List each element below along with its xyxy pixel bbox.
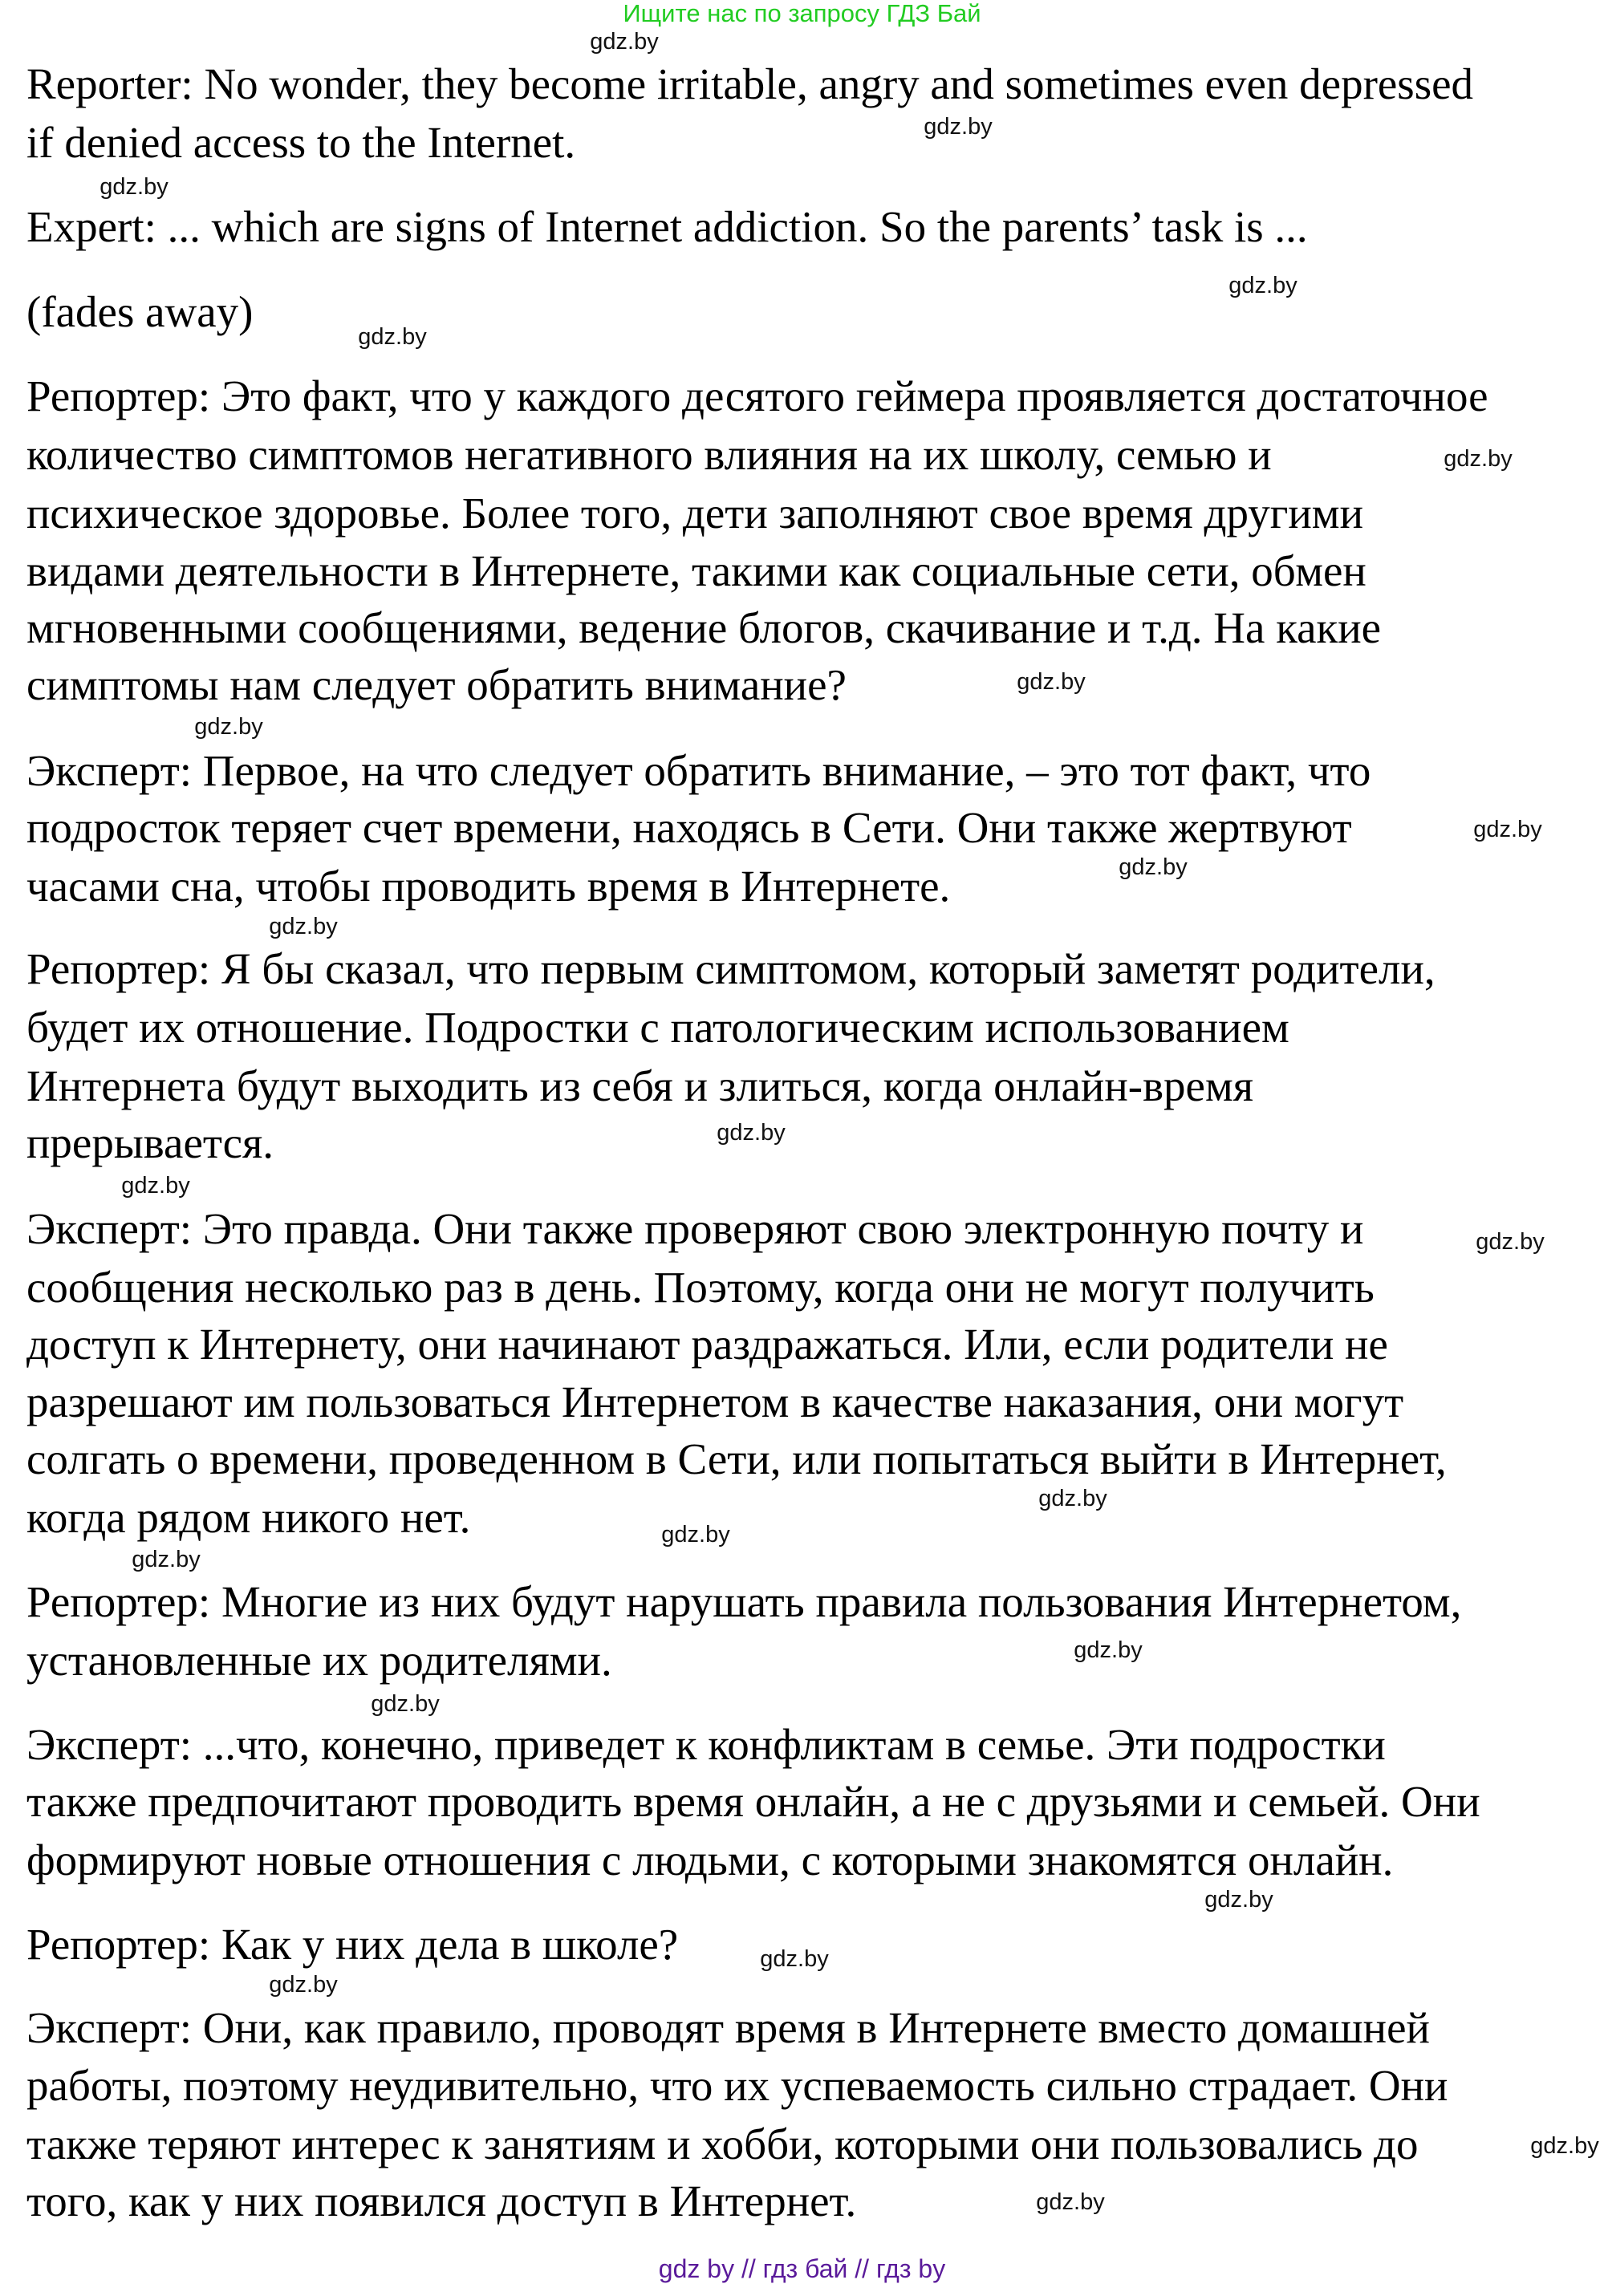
watermark: gdz.by [1038,1486,1107,1511]
text-line: формируют новые отношения с людьми, с которыми знакомятся онлайн. [26,1836,1394,1884]
watermark: gdz.by [1530,2133,1599,2159]
text-line: Эксперт: ...что, конечно, приведет к конфликтам в семье. Эти подростки [26,1720,1386,1769]
watermark: gdz.by [760,1946,829,1972]
text-line: того, как у них появился доступ в Интернет. [26,2176,857,2225]
watermark: gdz.by [99,174,169,200]
text-line: Репортер: Это факт, что у каждого десятого геймера проявляется достаточное [26,371,1488,420]
text-line: прерывается. [26,1118,274,1167]
text-line: установленные их родителями. [26,1636,612,1685]
watermark: gdz.by [1476,1229,1545,1255]
watermark: gdz.by [1119,854,1188,880]
text-line: Expert: ... which are signs of Internet addiction. So the parents’ task is ... [26,202,1308,251]
watermark: gdz.by [194,714,263,740]
text-line: доступ к Интернету, они начинают раздражаться. Или, если родители не [26,1320,1388,1369]
watermark: gdz.by [132,1547,201,1572]
text-line: разрешают им пользоваться Интернетом в качестве наказания, они могут [26,1377,1404,1426]
watermark: gdz.by [371,1691,440,1717]
search-hint-header: Ищите нас по запросу ГДЗ Бай [623,0,981,27]
text-line: Эксперт: Первое, на что следует обратить внимание, – это тот факт, что [26,746,1371,795]
watermark: gdz.by [1473,817,1542,842]
text-line: Интернета будут выходить из себя и злиться, когда онлайн-время [26,1061,1254,1110]
watermark: gdz.by [358,324,427,350]
text-line: также предпочитают проводить время онлайн, а не с друзьями и семьей. Они [26,1777,1480,1826]
watermark: gdz.by [1036,2189,1105,2215]
watermark: gdz.by [661,1522,730,1548]
text-line: солгать о времени, проведенном в Сети, или попытаться выйти в Интернет, [26,1434,1447,1483]
watermark: gdz.by [1074,1637,1143,1663]
text-line: Эксперт: Они, как правило, проводят время в Интернете вместо домашней [26,2003,1430,2052]
text-line: подросток теряет счет времени, находясь в Сети. Они также жертвуют [26,803,1352,852]
watermark: gdz.by [269,914,338,939]
watermark: gdz.by [1228,273,1297,298]
text-line: психическое здоровье. Более того, дети заполняют свое время другими [26,489,1364,537]
text-line: Репортер: Как у них дела в школе? [26,1920,679,1969]
watermark: gdz.by [924,114,993,140]
text-line: мгновенными сообщениями, ведение блогов, скачивание и т.д. На какие [26,603,1382,652]
text-line: симптомы нам следует обратить внимание? [26,660,847,709]
text-line: будет их отношение. Подростки с патологическим использованием [26,1003,1289,1052]
watermark: gdz.by [1017,669,1086,695]
footer-links[interactable]: gdz by // гдз бай // гдз by [658,2254,946,2283]
text-line: Репортер: Я бы сказал, что первым симптомом, который заметят родители, [26,944,1435,993]
text-line: if denied access to the Internet. [26,118,576,167]
watermark: gdz.by [1204,1887,1273,1913]
text-line: количество симптомов негативного влияния на их школу, семью и [26,430,1272,479]
text-line: часами сна, чтобы проводить время в Интернете. [26,862,951,911]
text-line: работы, поэтому неудивительно, что их успеваемость сильно страдает. Они [26,2061,1448,2110]
watermark: gdz.by [121,1173,190,1199]
watermark: gdz.by [590,29,659,55]
watermark: gdz.by [269,1972,338,1998]
text-line: Репортер: Многие из них будут нарушать правила пользования Интернетом, [26,1577,1462,1626]
text-line: Reporter: No wonder, they become irritable, angry and sometimes even depressed [26,59,1474,108]
text-line: также теряют интерес к занятиям и хобби, которыми они пользовались до [26,2120,1419,2168]
text-line: (fades away) [26,287,254,336]
text-line: видами деятельности в Интернете, такими как социальные сети, обмен [26,546,1366,595]
text-line: Эксперт: Это правда. Они также проверяют свою электронную почту и [26,1204,1364,1253]
watermark: gdz.by [1444,446,1513,472]
watermark: gdz.by [717,1120,786,1146]
text-line: когда рядом никого нет. [26,1493,471,1542]
text-line: сообщения несколько раз в день. Поэтому, когда они не могут получить [26,1263,1375,1312]
